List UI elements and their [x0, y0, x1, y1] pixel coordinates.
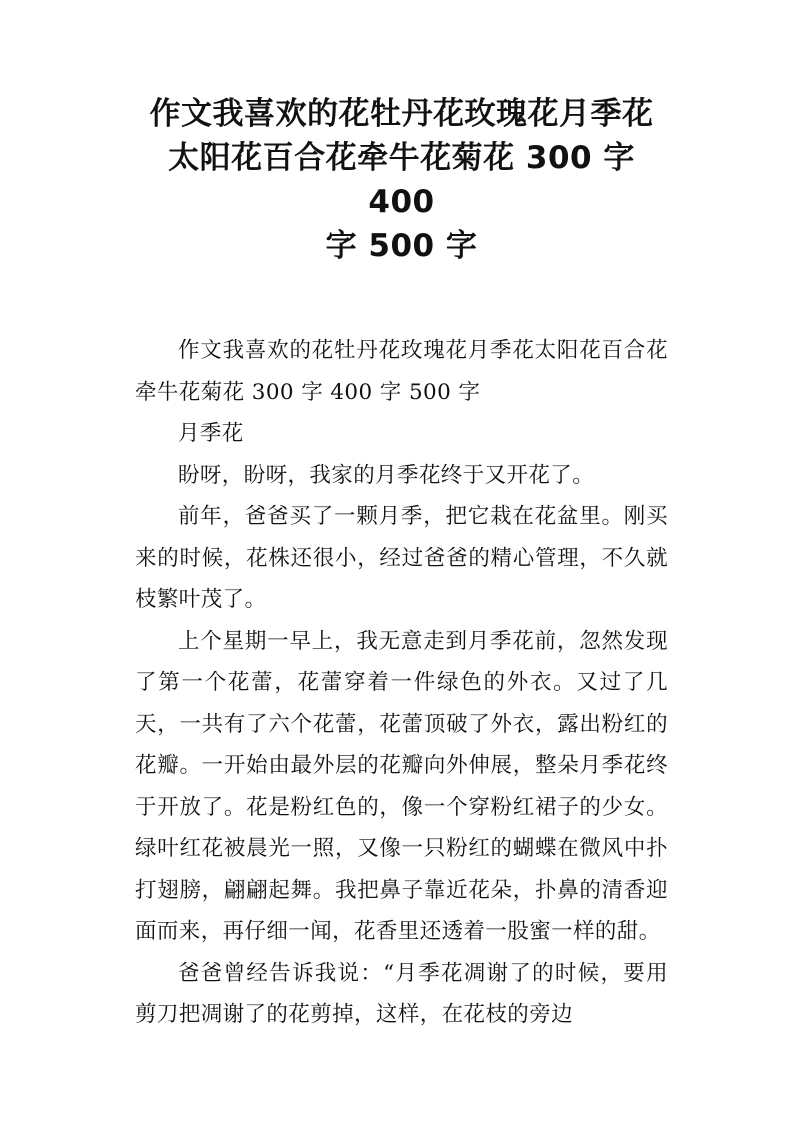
document-body [135, 330, 668, 1036]
title-line: 太阳花百合花牵牛花菊花 300 字 400 [168, 140, 635, 220]
body-paragraph: 上个星期一早上，我无意走到月季花前，忽然发现了第一个花蕾，花蕾穿着一件绿色的外衣。又过了几天，一共有了六个花蕾，花蕾顶破了外衣，露出粉红的花瓣。一开始由最外层的花瓣向外伸展，整朵月季花终于开放了。花是粉红色的，像一个穿粉红裙子的少女。绿叶红花被晨光一照，又像一只粉红的蝴蝶在微风中扑打翅膀，翩翩起舞。我把鼻子靠近花朵，扑鼻的清香迎面而来，再仔细一闻，花香里还透着一股蜜一样的甜。 [135, 628, 668, 944]
body-paragraph: 前年，爸爸买了一颗月季，把它栽在花盆里。刚买来的时候，花株还很小，经过爸爸的精心管理，不久就枝繁叶茂了。 [135, 504, 668, 612]
intro-paragraph: 作文我喜欢的花牡丹花玫瑰花月季花太阳花百合花牵牛花菊花 300 字 400 字 500 字 [135, 338, 668, 405]
section-heading: 月季花 [178, 421, 244, 446]
title-line: 作文我喜欢的花牡丹花玫瑰花月季花 [149, 96, 654, 132]
body-paragraph: 爸爸曾经告诉我说：“月季花凋谢了的时候，要用剪刀把凋谢了的花剪掉，这样，在花枝的旁边 [135, 960, 668, 1027]
body-paragraph: 盼呀，盼呀，我家的月季花终于又开花了。 [178, 462, 595, 488]
document-title [135, 92, 668, 268]
title-line: 字 500 字 [325, 228, 478, 264]
